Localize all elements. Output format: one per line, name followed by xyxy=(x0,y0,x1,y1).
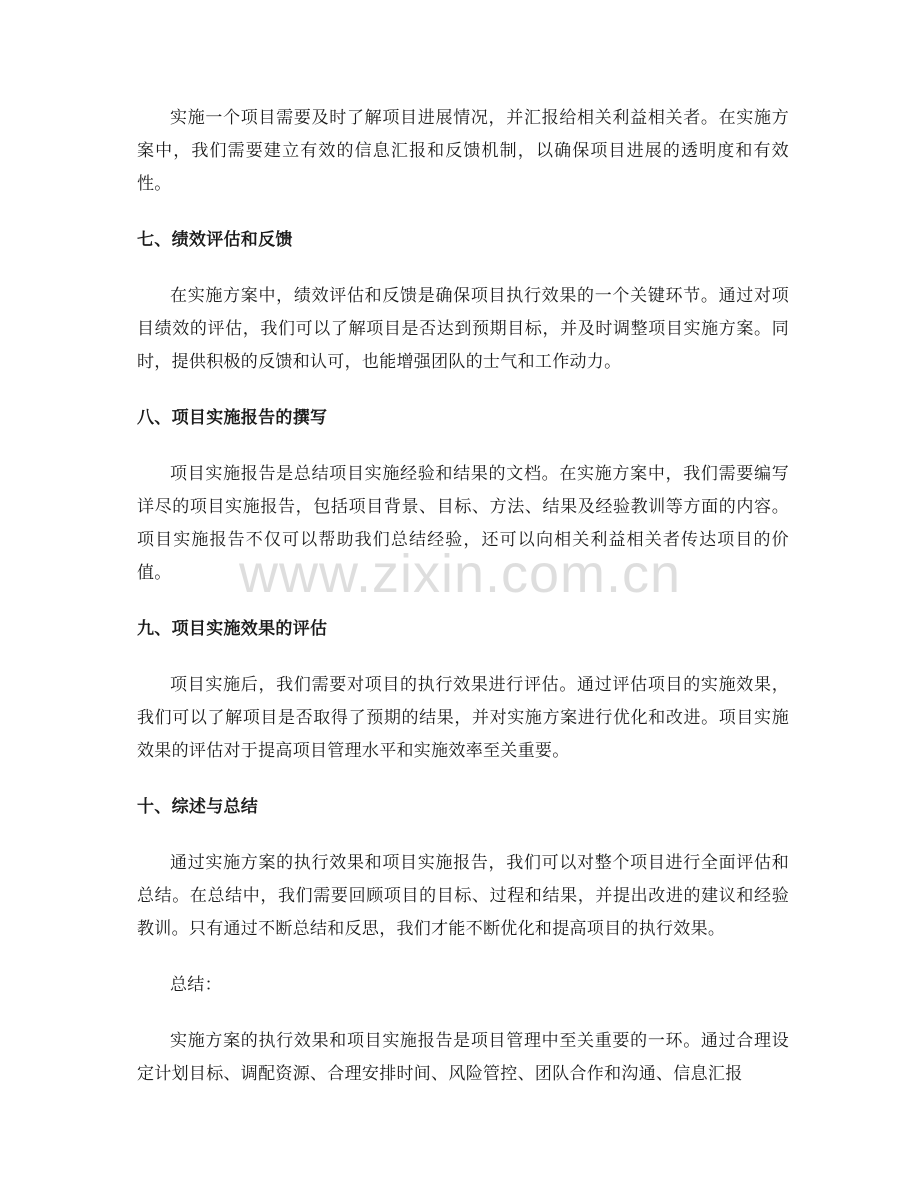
paragraph-summary-conclusion: 实施方案的执行效果和项目实施报告是项目管理中至关重要的一环。通过合理设定计划目标、调配资源、合理安排时间、风险管控、团队合作和沟通、信息汇报 xyxy=(137,1031,789,1084)
heading-effect-evaluation: 九、项目实施效果的评估 xyxy=(137,619,328,639)
heading-implementation-report: 八、项目实施报告的撰写 xyxy=(137,408,328,428)
paragraph-implementation-report: 项目实施报告是总结项目实施经验和结果的文档。在实施方案中，我们需要编写详尽的项目实施报告，包括项目背景、目标、方法、结果及经验教训等方面的内容。项目实施报告不仅可以帮助我们总结经验，还可以向相关利益相关者传达项目的价值。 xyxy=(137,464,789,583)
heading-summary-overview: 十、综述与总结 xyxy=(137,797,259,817)
paragraph-effect-evaluation: 项目实施后，我们需要对项目的执行效果进行评估。通过评估项目的实施效果，我们可以了解项目是否取得了预期的结果，并对实施方案进行优化和改进。项目实施效果的评估对于提高项目管理水平和实施效率至关重要。 xyxy=(137,675,789,761)
paragraph-summary-label: 总结： xyxy=(170,975,222,995)
document-body xyxy=(137,102,789,1114)
paragraph-summary-overview: 通过实施方案的执行效果和项目实施报告，我们可以对整个项目进行全面评估和总结。在总结中，我们需要回顾项目的目标、过程和结果，并提出改进的建议和经验教训。只有通过不断总结和反思，我们才能不断优化和提高项目的执行效果。 xyxy=(137,853,789,939)
heading-performance-evaluation: 七、绩效评估和反馈 xyxy=(137,230,293,250)
paragraph-progress-reporting: 实施一个项目需要及时了解项目进展情况，并汇报给相关利益相关者。在实施方案中，我们需要建立有效的信息汇报和反馈机制，以确保项目进展的透明度和有效性。 xyxy=(137,108,789,194)
watermark-text: www.zixin.com.cn xyxy=(238,544,682,604)
paragraph-performance-evaluation: 在实施方案中，绩效评估和反馈是确保项目执行效果的一个关键环节。通过对项目绩效的评估，我们可以了解项目是否达到预期目标，并及时调整项目实施方案。同时，提供积极的反馈和认可，也能增强团队的士气和工作动力。 xyxy=(137,286,789,372)
